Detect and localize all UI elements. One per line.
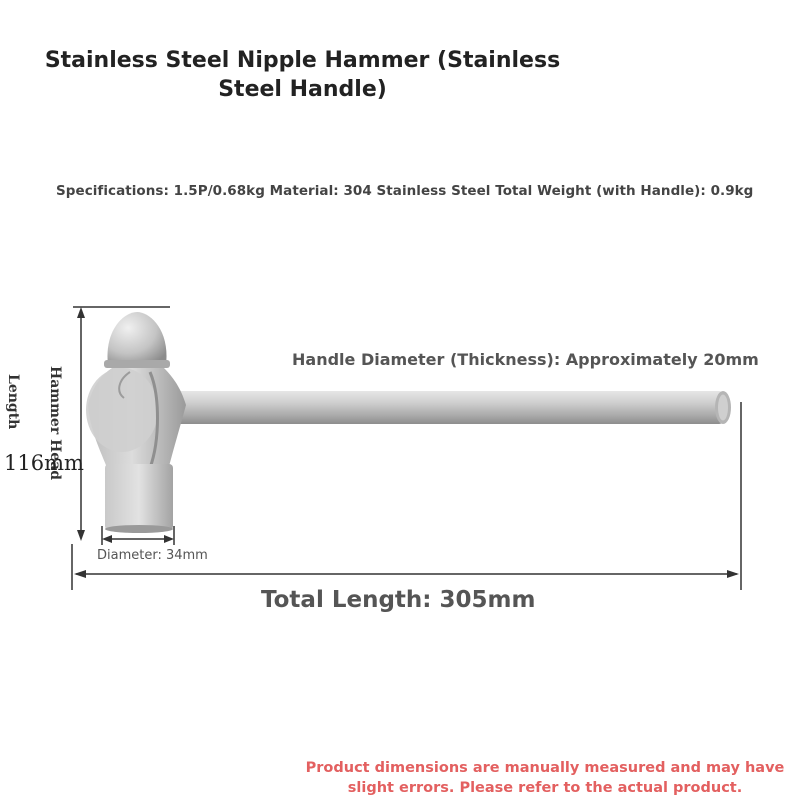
- specifications-text: Specifications: 1.5P/0.68kg Material: 304 Stainless Steel Total Weight (with Handle): 0.9kg: [56, 183, 754, 199]
- head-length-label-line2: Length: [5, 374, 21, 430]
- head-length-value: 116mm: [4, 451, 84, 475]
- diameter-label: Diameter: 34mm: [97, 548, 208, 563]
- hammer-head: [86, 312, 186, 533]
- head-length-label-line1: Hammer Head: [47, 366, 63, 481]
- total-length-label: Total Length: 305mm: [261, 587, 536, 613]
- disclaimer-note: Product dimensions are manually measured and may have slight errors. Please refer to the actual product.: [305, 760, 785, 796]
- hammer-handle: [170, 391, 731, 424]
- product-title: Stainless Steel Nipple Hammer (Stainless Steel Handle): [44, 48, 561, 102]
- handle-diameter-text: Handle Diameter (Thickness): Approximately 20mm: [292, 350, 759, 369]
